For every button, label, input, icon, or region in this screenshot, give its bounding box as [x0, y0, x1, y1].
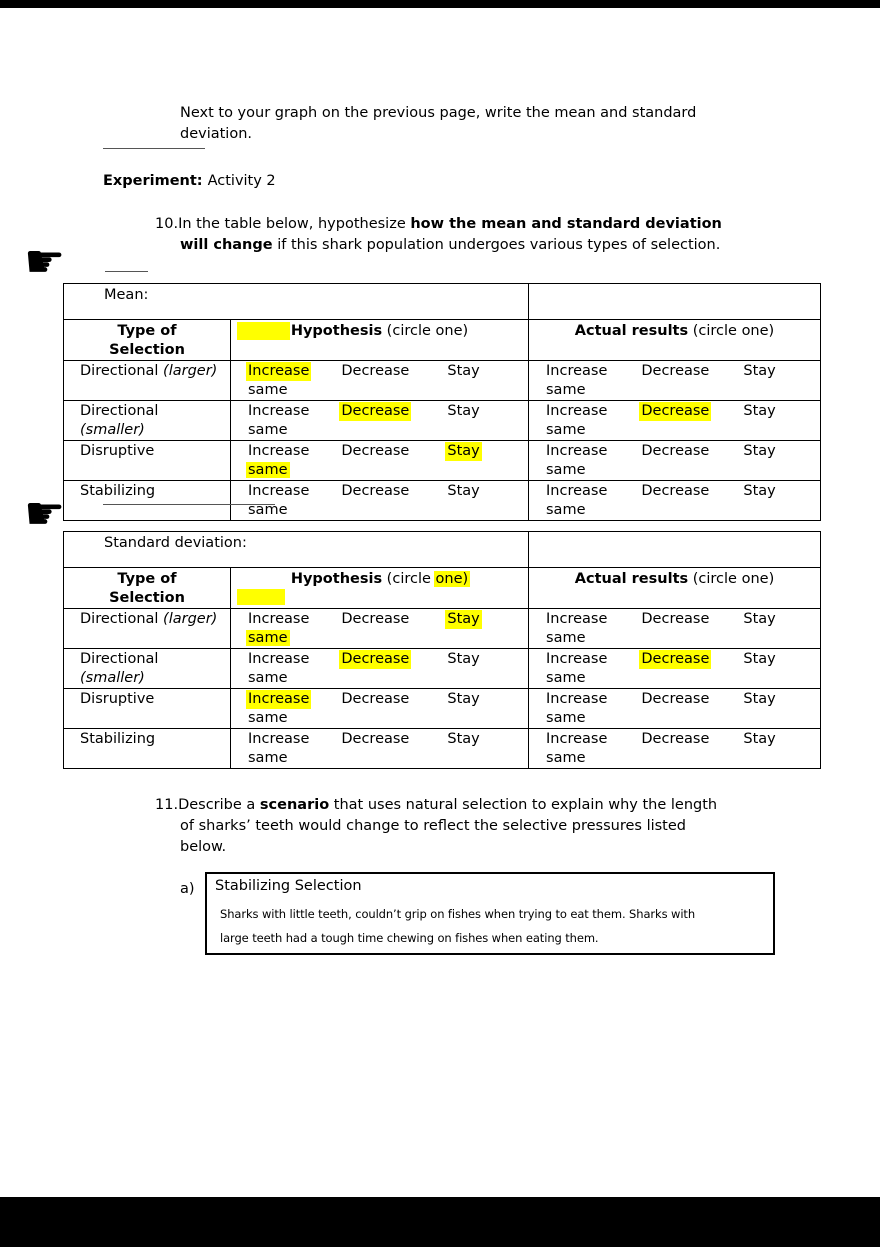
option-decrease: Decrease [341, 443, 410, 459]
standard-deviation-table-grid [63, 531, 821, 769]
selection-type-cell [64, 361, 231, 401]
answer-title: Stabilizing Selection [215, 878, 362, 894]
option-same: same [248, 670, 288, 686]
option-decrease: Decrease [341, 731, 410, 747]
question-11-text: Describe a [178, 797, 260, 813]
hypothesis-cell [231, 361, 529, 401]
blank-underline [105, 271, 148, 272]
circle-text: (circle [382, 571, 436, 587]
option-stay: Stay [743, 483, 776, 499]
circle-text: (circle one) [688, 323, 775, 339]
option-decrease: Decrease [341, 403, 410, 419]
header-line-1: Type of [117, 571, 177, 587]
hypothesis-cell [231, 609, 529, 649]
option-same: same [546, 630, 586, 646]
option-stay: Stay [743, 651, 776, 667]
selection-type-cell [64, 729, 231, 769]
option-stay: Stay [743, 691, 776, 707]
header-line-1: Type of [117, 323, 177, 339]
selection-type: Stabilizing [80, 483, 156, 499]
question-10-text: In the table below, hypothesize [178, 216, 411, 232]
option-increase: Increase [546, 403, 608, 419]
actual-results-cell [529, 609, 821, 649]
option-increase: Increase [248, 483, 310, 499]
option-stay: Stay [447, 443, 480, 459]
option-same: same [248, 710, 288, 726]
pointing-hand-icon: ☛ [24, 486, 66, 540]
header-line-2: Selection [109, 342, 185, 358]
hypothesis-cell [231, 401, 529, 441]
question-10-number: 10. [155, 216, 179, 232]
option-increase: Increase [546, 651, 608, 667]
option-increase: Increase [546, 731, 608, 747]
question-11-line-3: below. [180, 839, 227, 855]
table-title: Standard deviation: [104, 535, 247, 551]
actual-results-header [529, 320, 821, 361]
hypothesis-cell [231, 689, 529, 729]
type-of-selection-header [64, 320, 231, 361]
blank-underline [103, 504, 275, 505]
table-title-cell [64, 284, 529, 320]
top-letterbox-bar [0, 0, 880, 8]
actual-results-cell [529, 361, 821, 401]
option-same: same [248, 462, 288, 478]
selection-type: Directional [80, 611, 159, 627]
option-stay: Stay [743, 443, 776, 459]
option-increase: Increase [248, 363, 310, 379]
question-10-text-2: if this shark population undergoes various types of selection. [272, 237, 721, 253]
option-stay: Stay [447, 651, 480, 667]
option-same: same [546, 462, 586, 478]
selection-type: Disruptive [80, 691, 155, 707]
option-increase: Increase [546, 611, 608, 627]
option-same: same [248, 502, 288, 518]
experiment-label: Experiment: [103, 173, 203, 189]
selection-type-qualifier: (smaller) [80, 422, 145, 438]
empty-cell [529, 284, 821, 320]
circle-one-text: one) [435, 323, 469, 339]
option-increase: Increase [248, 611, 310, 627]
header-line-2: Selection [109, 590, 185, 606]
selection-type: Directional [80, 363, 159, 379]
intro-line-1: Next to your graph on the previous page, write the mean and standard [180, 105, 697, 121]
mean-table-grid [63, 283, 821, 521]
pointing-hand-icon: ☛ [24, 234, 66, 288]
actual-results-header [529, 568, 821, 609]
option-stay: Stay [447, 731, 480, 747]
actual-results-cell [529, 649, 821, 689]
circle-one-text: one) [435, 571, 469, 587]
option-stay: Stay [447, 483, 480, 499]
actual-results-cell [529, 481, 821, 521]
option-decrease: Decrease [341, 611, 410, 627]
blank-underline [103, 148, 205, 149]
circle-text: (circle one) [688, 571, 775, 587]
hypothesis-cell [231, 649, 529, 689]
option-same: same [546, 382, 586, 398]
option-stay: Stay [447, 691, 480, 707]
selection-type-cell [64, 609, 231, 649]
option-decrease: Decrease [641, 691, 710, 707]
option-stay: Stay [447, 363, 480, 379]
intro-line-2: deviation. [180, 126, 253, 142]
highlight-blank [237, 322, 290, 340]
selection-type: Directional [80, 651, 159, 667]
mean-table [63, 283, 821, 521]
selection-type-qualifier: (larger) [163, 363, 218, 379]
actual-results-cell [529, 689, 821, 729]
table-title-cell [64, 532, 529, 568]
question-11-number: 11. [155, 797, 179, 813]
hypothesis-cell [231, 441, 529, 481]
selection-type-cell [64, 401, 231, 441]
option-increase: Increase [248, 443, 310, 459]
question-10-line-2 [155, 235, 815, 256]
intro-paragraph [180, 103, 696, 145]
question-10 [155, 214, 815, 256]
option-increase: Increase [546, 443, 608, 459]
option-decrease: Decrease [641, 611, 710, 627]
option-decrease: Decrease [341, 483, 410, 499]
option-stay: Stay [743, 731, 776, 747]
option-decrease: Decrease [341, 363, 410, 379]
option-same: same [248, 422, 288, 438]
option-stay: Stay [743, 611, 776, 627]
selection-type-qualifier: (larger) [163, 611, 218, 627]
option-increase: Increase [248, 651, 310, 667]
option-same: same [248, 630, 288, 646]
question-11-line-1 [155, 795, 815, 816]
question-11-bold-text: scenario [259, 797, 330, 813]
option-decrease: Decrease [641, 731, 710, 747]
option-increase: Increase [546, 691, 608, 707]
option-decrease: Decrease [641, 403, 710, 419]
circle-text: (circle [382, 323, 436, 339]
actual-results-cell [529, 729, 821, 769]
option-stay: Stay [743, 363, 776, 379]
option-stay: Stay [743, 403, 776, 419]
option-same: same [546, 502, 586, 518]
actual-results-label: Actual results [574, 571, 689, 587]
selection-type-qualifier: (smaller) [80, 670, 145, 686]
option-increase: Increase [248, 403, 310, 419]
selection-type-cell [64, 649, 231, 689]
answer-text [220, 902, 695, 950]
hypothesis-label: Hypothesis [290, 323, 383, 339]
selection-type: Stabilizing [80, 731, 156, 747]
answer-box [205, 872, 775, 955]
option-increase: Increase [546, 483, 608, 499]
hypothesis-cell [231, 481, 529, 521]
option-same: same [546, 710, 586, 726]
option-stay: Stay [447, 403, 480, 419]
answer-a-label: a) [180, 881, 195, 897]
option-increase: Increase [546, 363, 608, 379]
empty-cell [529, 532, 821, 568]
bottom-letterbox-bar [0, 1197, 880, 1247]
experiment-heading [103, 171, 276, 192]
option-decrease: Decrease [341, 651, 410, 667]
question-11-line-2: of sharks’ teeth would change to reflect the selective pressures listed [180, 818, 686, 834]
selection-type-cell [64, 441, 231, 481]
hypothesis-cell [231, 729, 529, 769]
actual-results-cell [529, 441, 821, 481]
highlight-blank [237, 589, 285, 605]
option-stay: Stay [447, 611, 480, 627]
option-same: same [248, 750, 288, 766]
option-increase: Increase [248, 691, 310, 707]
option-decrease: Decrease [641, 443, 710, 459]
option-same: same [248, 382, 288, 398]
standard-deviation-table [63, 531, 821, 769]
question-11 [155, 795, 815, 858]
question-10-bold-text-2: will change [180, 237, 273, 253]
option-same: same [546, 750, 586, 766]
actual-results-label: Actual results [574, 323, 689, 339]
answer-text-line-2: large teeth had a tough time chewing on fishes when eating them. [220, 931, 599, 945]
type-of-selection-header [64, 568, 231, 609]
selection-type: Disruptive [80, 443, 155, 459]
hypothesis-label: Hypothesis [290, 571, 383, 587]
option-decrease: Decrease [341, 691, 410, 707]
option-decrease: Decrease [641, 483, 710, 499]
selection-type-cell [64, 481, 231, 521]
question-10-line-1 [155, 214, 815, 235]
option-decrease: Decrease [641, 363, 710, 379]
question-10-bold-text: how the mean and standard deviation [410, 216, 722, 232]
table-title: Mean: [104, 287, 149, 303]
option-decrease: Decrease [641, 651, 710, 667]
option-same: same [546, 422, 586, 438]
question-11-text-2: that uses natural selection to explain why the length [329, 797, 718, 813]
experiment-value: Activity 2 [207, 173, 276, 189]
selection-type: Directional [80, 403, 159, 419]
option-increase: Increase [248, 731, 310, 747]
option-same: same [546, 670, 586, 686]
actual-results-cell [529, 401, 821, 441]
selection-type-cell [64, 689, 231, 729]
answer-text-line-1: Sharks with little teeth, couldn’t grip on fishes when trying to eat them. Sharks with [220, 907, 696, 921]
